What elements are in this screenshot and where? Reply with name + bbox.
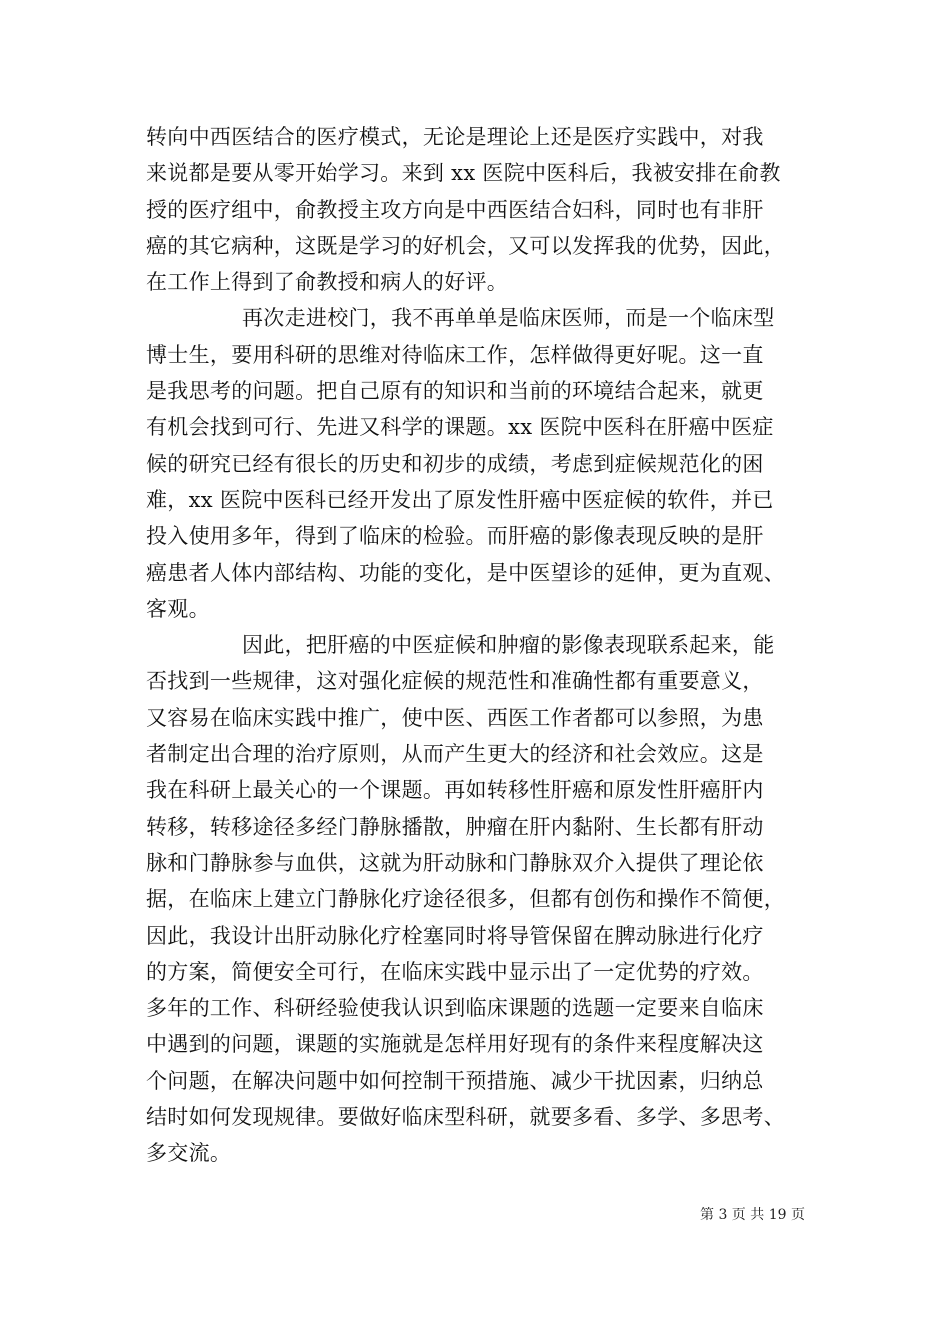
text-line: 癌的其它病种，这既是学习的好机会，又可以发挥我的优势，因此， <box>146 233 785 258</box>
text-line: 结时如何发现规律。要做好临床型科研，就要多看、多学、多思考、 <box>146 1105 785 1130</box>
text-line: 癌患者人体内部结构、功能的变化，是中医望诊的延伸，更为直观、 <box>146 560 785 585</box>
text-line: 又容易在临床实践中推广，使中医、西医工作者都可以参照，为患 <box>146 705 764 730</box>
text-line: 是我思考的问题。把自己原有的知识和当前的环境结合起来，就更 <box>146 379 764 404</box>
text-line: 难，xx 医院中医科已经开发出了原发性肝癌中医症候的软件，并已 <box>146 487 774 512</box>
text-line: 脉和门静脉参与血供，这就为肝动脉和门静脉双介入提供了理论依 <box>146 850 764 875</box>
text-line: 因此，我设计出肝动脉化疗栓塞同时将导管保留在脾动脉进行化疗 <box>146 923 764 948</box>
text-line: 否找到一些规律，这对强化症候的规范性和准确性都有重要意义， <box>146 669 764 694</box>
body-text <box>146 119 826 1172</box>
text-line: 转移，转移途径多经门静脉播散，肿瘤在肝内黏附、生长都有肝动 <box>146 814 764 839</box>
text-line: 客观。 <box>146 596 210 621</box>
text-line: 在工作上得到了俞教授和病人的好评。 <box>146 270 509 295</box>
text-line: 候的研究已经有很长的历史和初步的成绩，考虑到症候规范化的困 <box>146 451 764 476</box>
text-line: 转向中西医结合的医疗模式，无论是理论上还是医疗实践中，对我 <box>146 125 764 149</box>
page-number-footer: 第 3 页 共 19 页 <box>700 1207 805 1223</box>
text-line: 投入使用多年，得到了临床的检验。而肝癌的影像表现反映的是肝 <box>146 524 764 549</box>
text-line: 中遇到的问题，课题的实施就是怎样用好现有的条件来程度解决这 <box>146 1032 764 1057</box>
paragraph-1 <box>146 119 826 300</box>
text-line: 者制定出合理的治疗原则，从而产生更大的经济和社会效应。这是 <box>146 742 764 767</box>
text-line: 的方案，简便安全可行，在临床实践中显示出了一定优势的疗效。 <box>146 959 764 984</box>
text-line: 据，在临床上建立门静脉化疗途径很多，但都有创伤和操作不简便， <box>146 887 785 912</box>
text-line: 个问题，在解决问题中如何控制干预措施、减少干扰因素，归纳总 <box>146 1068 764 1093</box>
paragraph-3 <box>146 627 826 1171</box>
paragraph-2 <box>146 300 826 627</box>
text-line: 博士生，要用科研的思维对待临床工作，怎样做得更好呢。这一直 <box>146 342 764 367</box>
text-line-indented: 再次走进校门，我不再单单是临床医师，而是一个临床型 <box>242 306 775 331</box>
text-line: 来说都是要从零开始学习。来到 xx 医院中医科后，我被安排在俞教 <box>146 161 781 186</box>
text-line: 多年的工作、科研经验使我认识到临床课题的选题一定要来自临床 <box>146 996 764 1021</box>
text-line-indented: 因此，把肝癌的中医症候和肿瘤的影像表现联系起来，能 <box>242 633 775 658</box>
text-line: 我在科研上最关心的一个课题。再如转移性肝癌和原发性肝癌肝内 <box>146 778 764 803</box>
text-line: 多交流。 <box>146 1141 232 1166</box>
text-line: 授的医疗组中，俞教授主攻方向是中西医结合妇科，同时也有非肝 <box>146 197 764 222</box>
text-line: 有机会找到可行、先进又科学的课题。xx 医院中医科在肝癌中医症 <box>146 415 774 440</box>
